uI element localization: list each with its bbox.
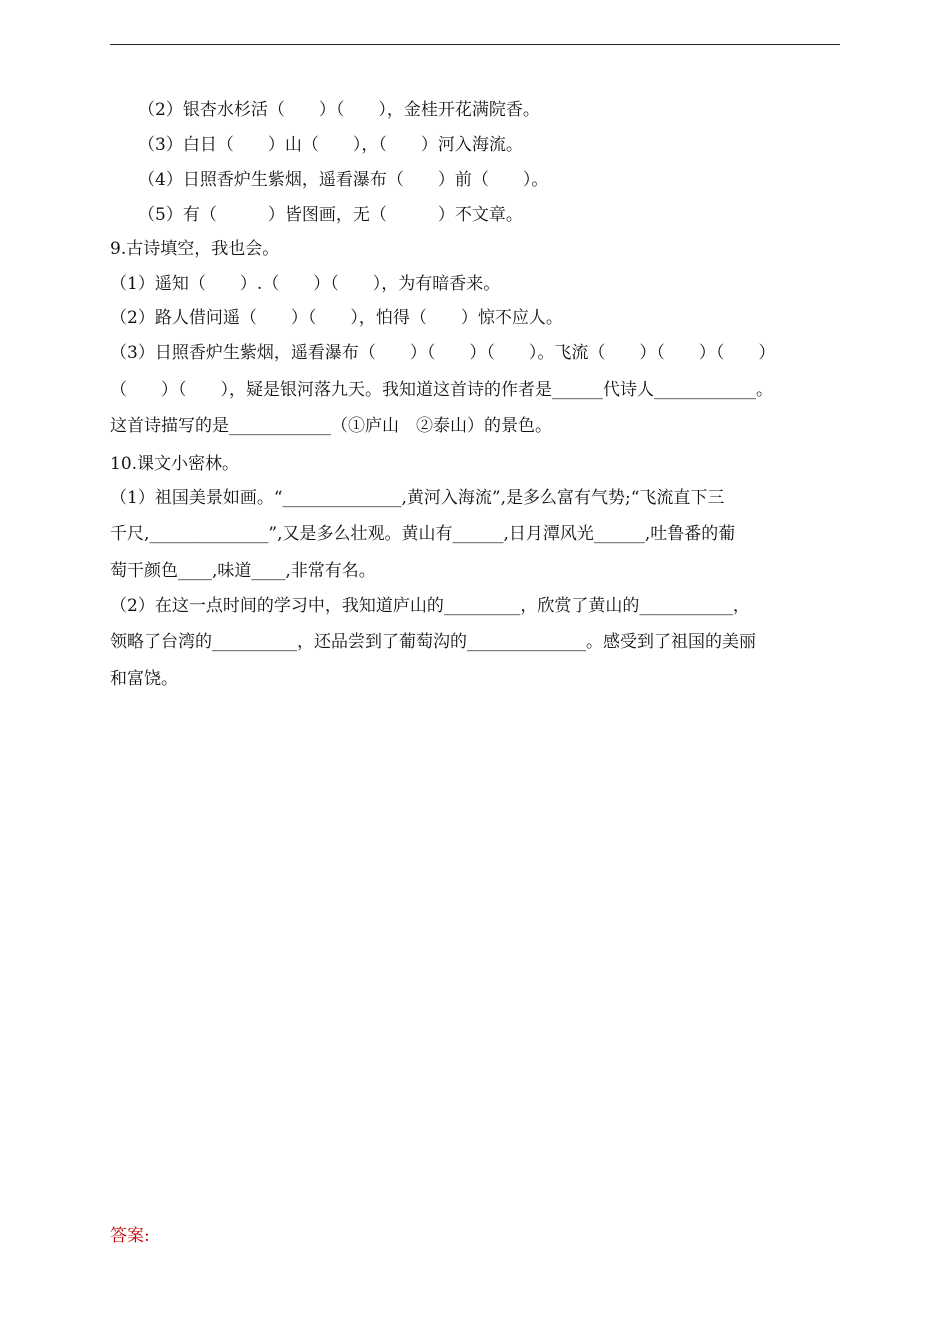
question-heading: 10.课文小密林。 (110, 454, 240, 474)
question-line: （2）在这一点时间的学习中，我知道庐山的_________，欣赏了黄山的___________， (110, 596, 750, 616)
question-heading: 9.古诗填空，我也会。 (110, 239, 280, 259)
question-line: （4）日照香炉生紫烟，遥看瀑布（ ）前（ ）。 (138, 170, 549, 190)
question-line: 萄干颜色____,味道____,非常有名。 (110, 561, 376, 581)
question-line: （ ）（ ），疑是银河落九天。我知道这首诗的作者是______代诗人____________。 (110, 380, 773, 400)
answer-label: 答案: (110, 1226, 150, 1246)
question-line: （2）路人借问遥（ ）（ ），怕得（ ）惊不应人。 (110, 308, 563, 328)
question-line: 千尺,______________”,又是多么壮观。黄山有______,日月潭风光______,吐鲁番的葡 (110, 524, 736, 544)
question-line: 领略了台湾的__________，还品尝到了葡萄沟的______________。感受到了祖国的美丽 (110, 632, 756, 652)
question-line: （3）日照香炉生紫烟，遥看瀑布（ ）（ ）（ ）。飞流（ ）（ ）（ ） (110, 343, 776, 363)
question-line: （3）白日（ ）山（ ），（ ）河入海流。 (138, 135, 523, 155)
header-rule (110, 44, 840, 45)
question-line: （2）银杏水杉活（ ）（ ），金桂开花满院香。 (138, 100, 540, 120)
question-line: （1）遥知（ ）.（ ）（ ），为有暗香来。 (110, 274, 501, 294)
question-line: （1）祖国美景如画。“______________,黄河入海流”,是多么富有气势;“飞流直下三 (110, 488, 725, 508)
question-line: （5）有（ ）皆图画，无（ ）不文章。 (138, 205, 523, 225)
question-line: 和富饶。 (110, 669, 178, 689)
question-line: 这首诗描写的是____________（①庐山 ②泰山）的景色。 (110, 416, 552, 436)
